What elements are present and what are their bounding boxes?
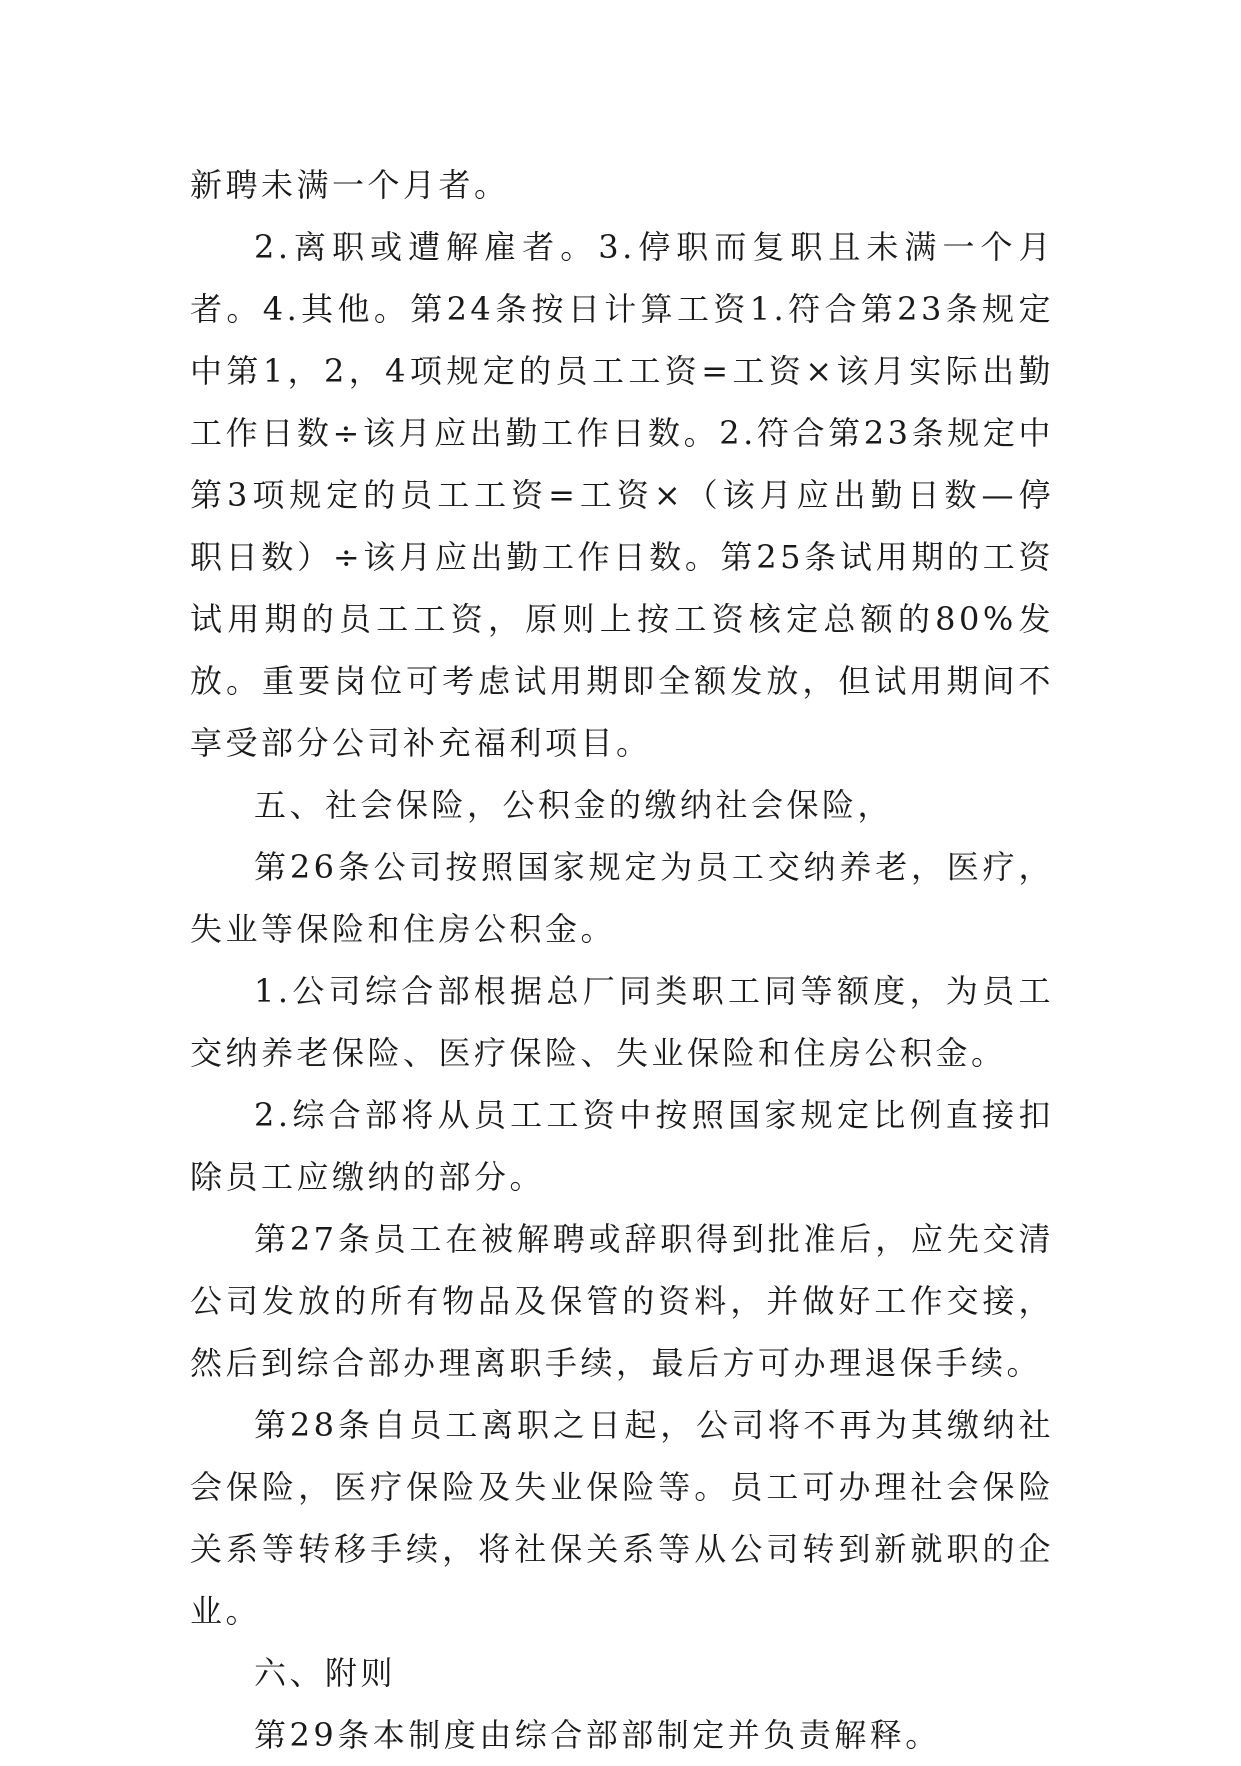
section-heading-supplementary: 六、附则 [254,1654,397,1692]
paragraph-article-29: 第29条本制度由综合部部制定并负责解释。 [254,1716,941,1754]
paragraph-article-26-item-1: 1.公司综合部根据总厂同类职工同等额度，为员工交纳养老保险、医疗保险、失业保险和住房公积金。 [190,972,1054,1072]
paragraph-wage-calculation: 2.离职或遭解雇者。3.停职而复职且未满一个月者。4.其他。第24条按日计算工资1.符合第23条规定中第1，2，4项规定的员工工资=工资×该月实际出勤工作日数÷该月应出勤工作日数。2.符合第23条规定中第3项规定的员工工资=工资×（该月应出勤日数—停职日数）÷该月应出勤工作日数。第25条试用期的工资试用期的员工工资，原则上按工资核定总额的80%发放。重要岗位可考虑试用期即全额发放，但试用期间不享受部分公司补充福利项目。 [190,228,1054,762]
paragraph-article-27: 第27条员工在被解聘或辞职得到批准后，应先交清公司发放的所有物品及保管的资料，并做好工作交接，然后到综合部办理离职手续，最后方可办理退保手续。 [190,1220,1054,1382]
paragraph-continuation: 新聘未满一个月者。 [190,166,510,204]
paragraph-article-28: 第28条自员工离职之日起，公司将不再为其缴纳社会保险，医疗保险及失业保险等。员工可办理社会保险关系等转移手续，将社保关系等从公司转到新就职的企业。 [190,1406,1054,1630]
document-body [190,154,1054,1766]
paragraph-article-26-item-2: 2.综合部将从员工工资中按照国家规定比例直接扣除员工应缴纳的部分。 [190,1096,1054,1196]
paragraph-article-26: 第26条公司按照国家规定为员工交纳养老，医疗，失业等保险和住房公积金。 [190,848,1054,948]
section-heading-social-insurance: 五、社会保险，公积金的缴纳社会保险， [254,786,894,824]
